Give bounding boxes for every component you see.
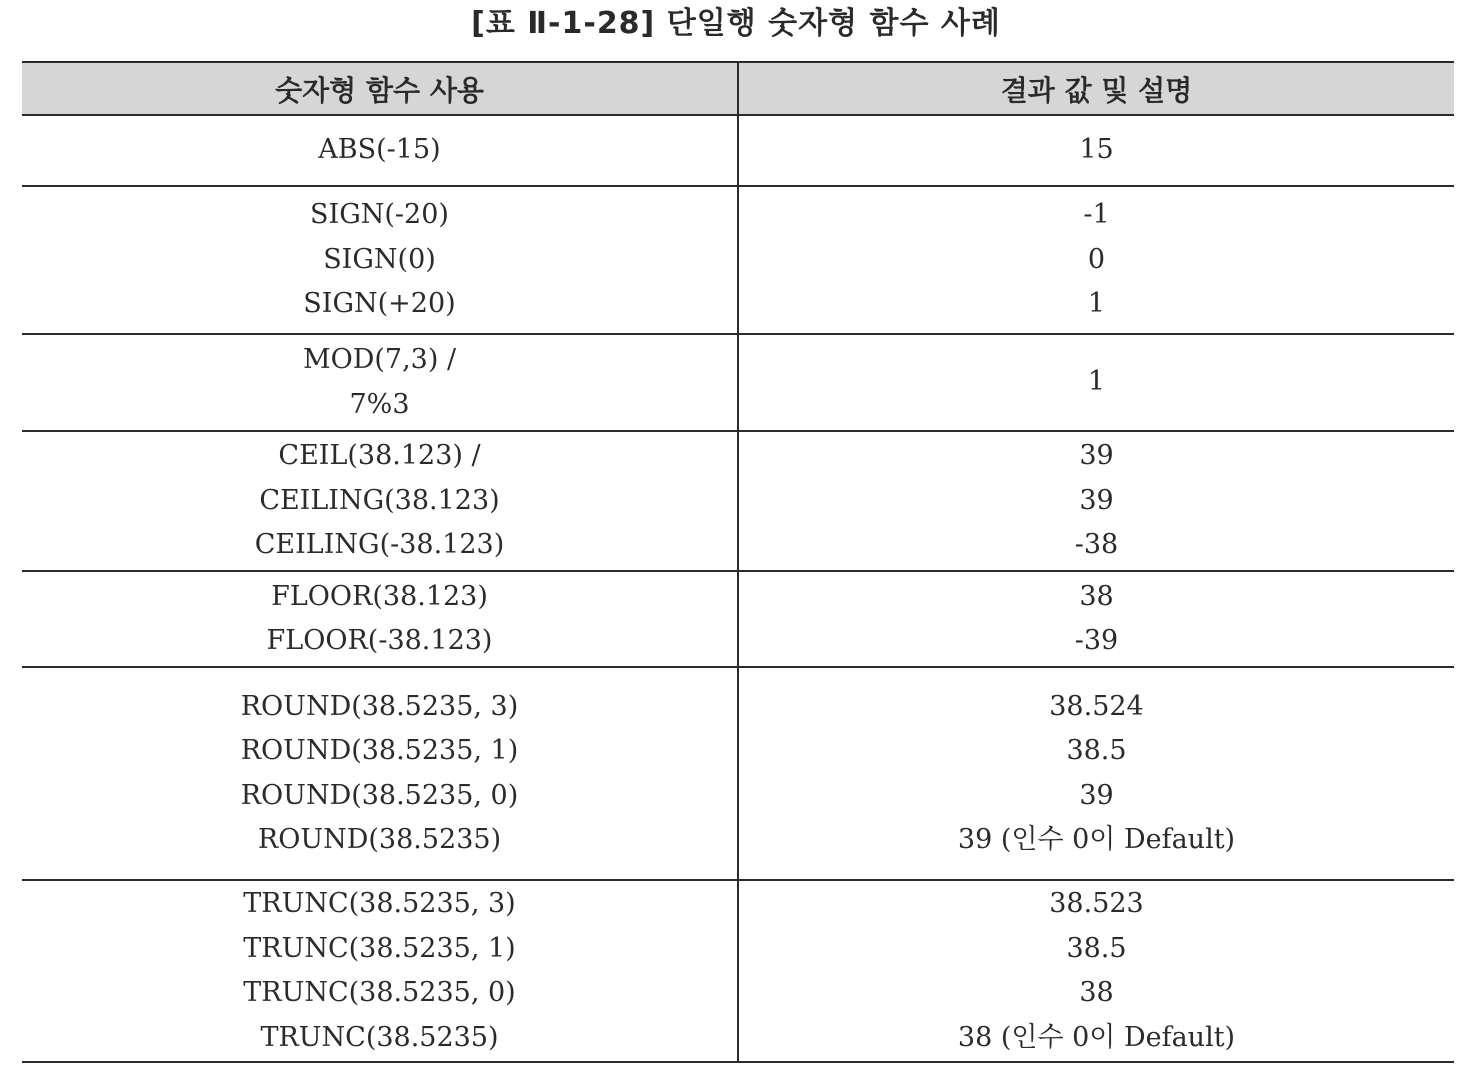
result-cell [738, 880, 1454, 1062]
result-line: 38.5 [1066, 735, 1127, 766]
result-line: 1 [1087, 366, 1106, 398]
usage-line: SIGN(-20) [310, 199, 449, 231]
usage-line: FLOOR(-38.123) [266, 625, 493, 656]
result-line: -39 [1074, 625, 1119, 656]
result-line: -1 [1083, 199, 1110, 231]
result-line: 39 [1079, 779, 1114, 811]
usage-line: 7%3 [349, 388, 410, 420]
result-line: 1 [1087, 288, 1106, 320]
table-caption: [표 Ⅱ-1-28] 단일행 숫자형 함수 사례 [471, 6, 1001, 41]
usage-line: ROUND(38.5235, 1) [240, 735, 519, 766]
usage-line: MOD(7,3) / [302, 344, 457, 375]
result-line: 0 [1087, 243, 1106, 275]
usage-line: ROUND(38.5235) [257, 824, 502, 855]
table-row-mod [22, 334, 1454, 431]
result-cell [738, 431, 1454, 571]
table-row-trunc [22, 880, 1454, 1062]
usage-line: TRUNC(38.5235, 3) [243, 888, 516, 919]
result-cell [738, 115, 1454, 186]
result-cell [738, 186, 1454, 334]
result-line: 38.524 [1049, 690, 1144, 722]
result-line: 38.523 [1049, 888, 1144, 919]
usage-line: CEILING(-38.123) [254, 529, 505, 561]
result-line: 15 [1079, 134, 1114, 166]
usage-line: TRUNC(38.5235, 0) [243, 977, 516, 1008]
table-row-ceil [22, 431, 1454, 571]
column-header-usage: 숫자형 함수 사용 [22, 62, 738, 115]
usage-cell [22, 667, 738, 880]
result-line: 38 [1079, 580, 1114, 612]
usage-cell [22, 880, 738, 1062]
usage-cell [22, 334, 738, 431]
usage-line: SIGN(0) [323, 243, 436, 275]
result-line: 39 (인수 0이 Default) [957, 824, 1236, 855]
result-line: 39 [1079, 440, 1114, 472]
result-line: 38 (인수 0이 Default) [957, 1021, 1236, 1053]
usage-line: SIGN(+20) [303, 288, 456, 320]
usage-line: ABS(-15) [318, 134, 441, 166]
numeric-function-table [22, 61, 1454, 1063]
result-line: 39 [1079, 484, 1114, 516]
usage-line: TRUNC(38.5235, 1) [243, 932, 516, 964]
table-row-floor [22, 571, 1454, 667]
table-row-round [22, 667, 1454, 880]
usage-line: CEILING(38.123) [259, 484, 500, 516]
usage-cell [22, 186, 738, 334]
result-cell [738, 667, 1454, 880]
usage-cell [22, 115, 738, 186]
result-line: -38 [1074, 529, 1119, 561]
usage-cell [22, 571, 738, 667]
usage-line: CEIL(38.123) / [278, 440, 481, 472]
usage-line: ROUND(38.5235, 3) [240, 690, 519, 722]
result-cell [738, 571, 1454, 667]
column-header-result: 결과 값 및 설명 [738, 62, 1454, 115]
usage-line: ROUND(38.5235, 0) [240, 779, 519, 811]
usage-line: FLOOR(38.123) [271, 580, 488, 612]
table-row-sign [22, 186, 1454, 334]
result-line: 38 [1079, 977, 1114, 1008]
table-header-row [22, 62, 1454, 115]
usage-cell [22, 431, 738, 571]
result-cell [738, 334, 1454, 431]
usage-line: TRUNC(38.5235) [260, 1021, 499, 1053]
table-row-abs [22, 115, 1454, 186]
result-line: 38.5 [1066, 932, 1127, 964]
